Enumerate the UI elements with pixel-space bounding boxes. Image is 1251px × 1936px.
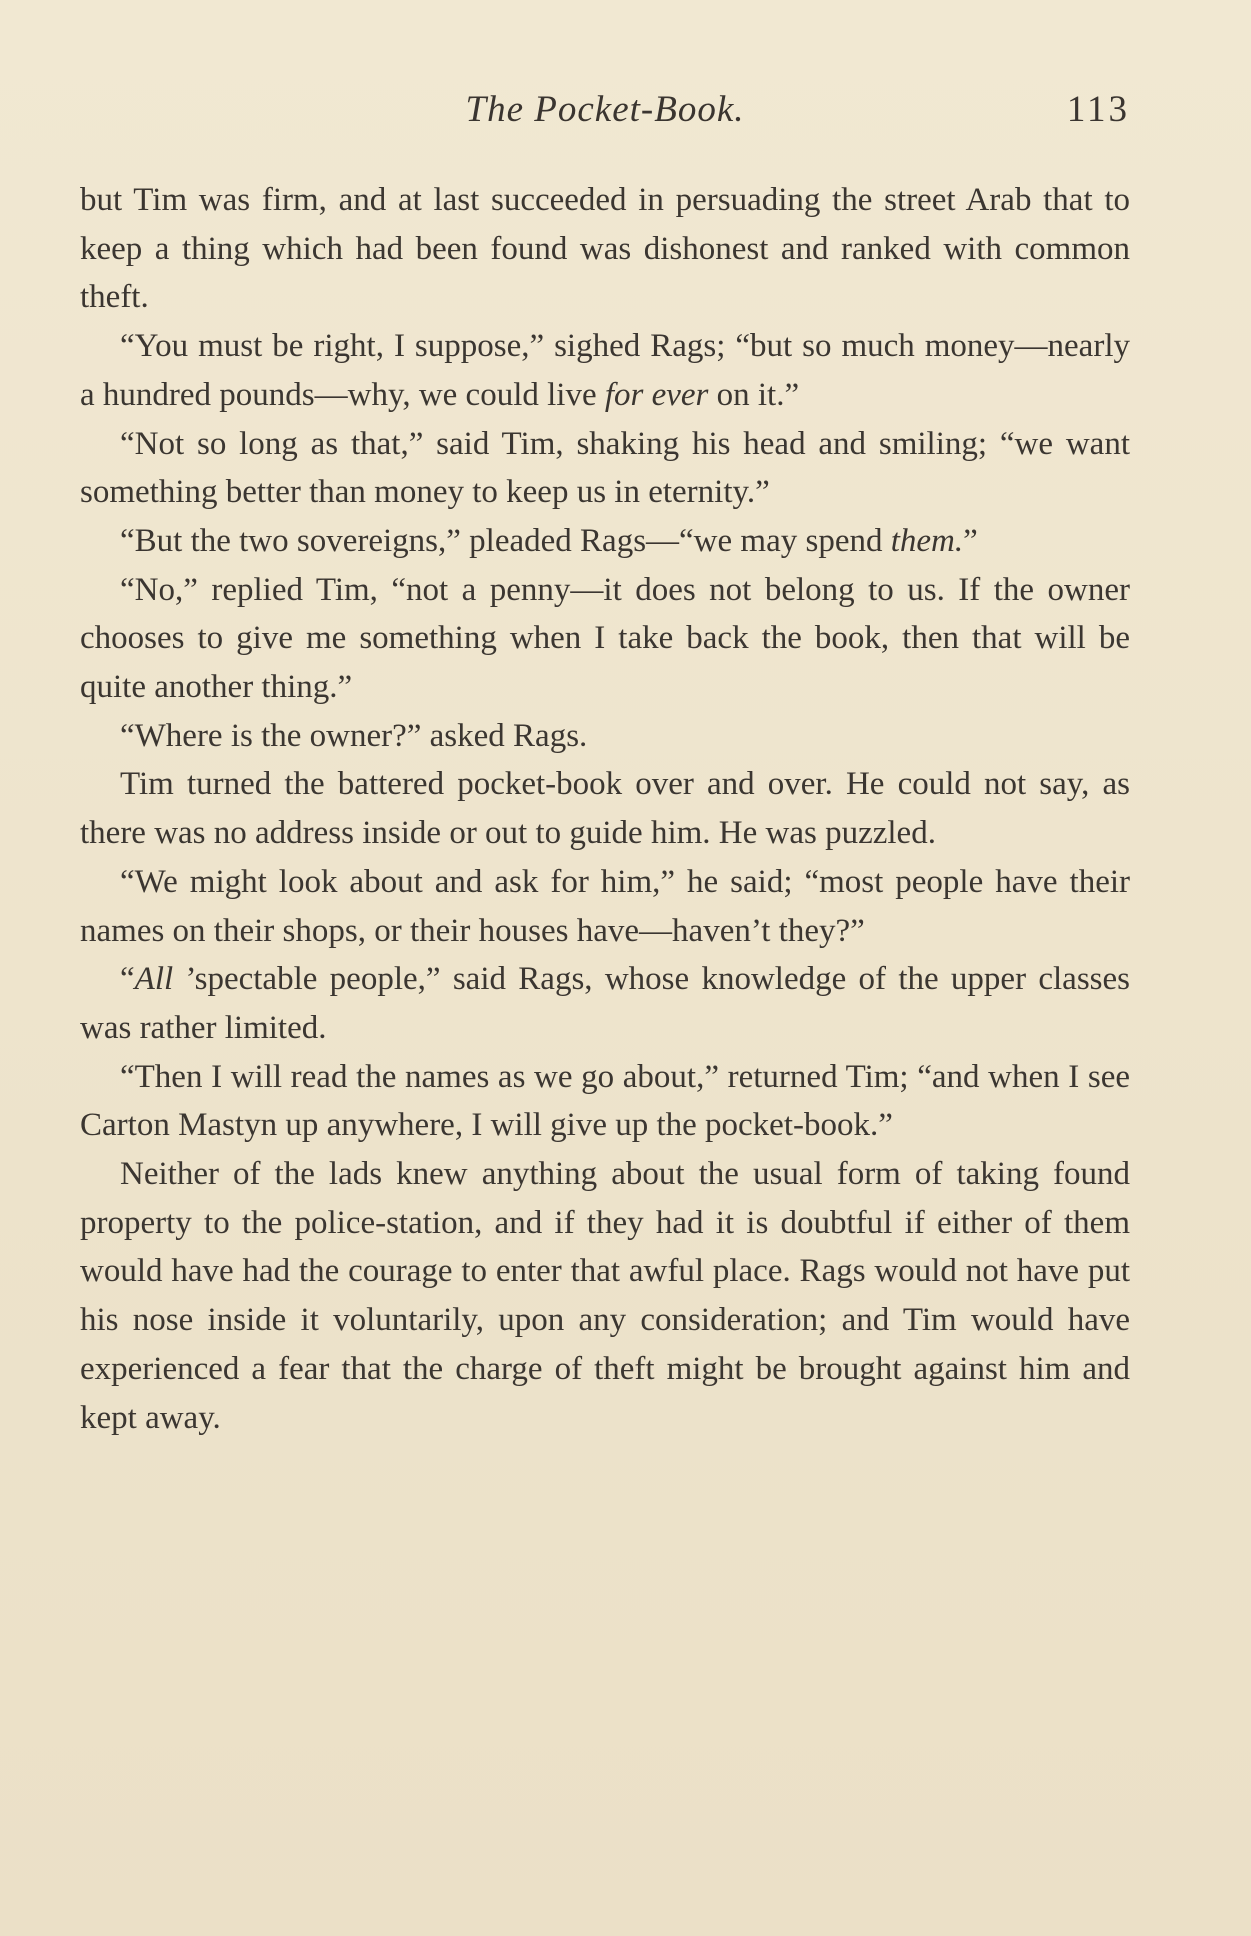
paragraph	[80, 566, 1130, 712]
italic-text: for ever	[604, 376, 709, 413]
text-run: “Then I will read the names as we go about,” returned Tim; “and when I see Carton Mastyn up anywhere, I will give up the pocket-book.”	[80, 1058, 1130, 1144]
paragraph	[80, 1053, 1130, 1150]
paragraph	[80, 955, 1130, 1052]
page-header	[80, 88, 1130, 138]
text-run: “Where is the owner?” asked Rags.	[120, 717, 588, 754]
text-run: ’spectable people,” said Rags, whose knowledge of the upper classes was rather limited.	[80, 961, 1130, 1046]
running-title: The Pocket-Book.	[465, 89, 745, 130]
text-run: on it.”	[708, 376, 800, 413]
italic-text: All	[134, 961, 174, 998]
paragraph	[80, 858, 1130, 955]
text-run: “Not so long as that,” said Tim, shaking his head and smiling; “we want something better than money to keep us in eternity.”	[80, 425, 1130, 511]
paragraph	[80, 712, 1130, 761]
text-run: “But the two sovereigns,” pleaded Rags—“we may spend	[120, 522, 891, 559]
paragraph	[80, 322, 1130, 419]
paragraph	[80, 517, 1130, 566]
paragraph	[80, 420, 1130, 517]
text-run: but Tim was firm, and at last succeeded in persuading the street Arab that to keep a thing which had been found was dishonest and ranked with common theft.	[80, 182, 1130, 316]
italic-text: them.	[890, 522, 964, 559]
paragraph	[80, 760, 1130, 857]
body-text	[80, 176, 1130, 1442]
page-number: 113	[1066, 89, 1130, 130]
text-run: “You must be right, I suppose,” sighed Rags; “but so much money—nearly a hundred pounds—why, we could live	[80, 328, 1130, 413]
text-run: “We might look about and ask for him,” he said; “most people have their names on their shops, or their houses have—haven’t they?”	[80, 863, 1130, 949]
text-run: Neither of the lads knew anything about the usual form of taking found property to the police-station, and if they had it is doubtful if either of them would have had the courage to enter that awful place. Rags would not have put his nose inside it voluntarily, upon any consideration; and Tim would have experienced a fear that the charge of theft might be brought against him and kept away.	[80, 1156, 1130, 1436]
paragraph	[80, 1150, 1130, 1442]
text-run: ”	[963, 522, 978, 559]
text-run: Tim turned the battered pocket-book over and over. He could not say, as there was no address inside or out to guide him. He was puzzled.	[80, 766, 1130, 852]
paragraph	[80, 176, 1130, 322]
text-run: “No,” replied Tim, “not a penny—it does not belong to us. If the owner chooses to give me something when I take back the book, then that will be quite another thing.”	[80, 571, 1130, 706]
text-run: “	[120, 961, 135, 998]
